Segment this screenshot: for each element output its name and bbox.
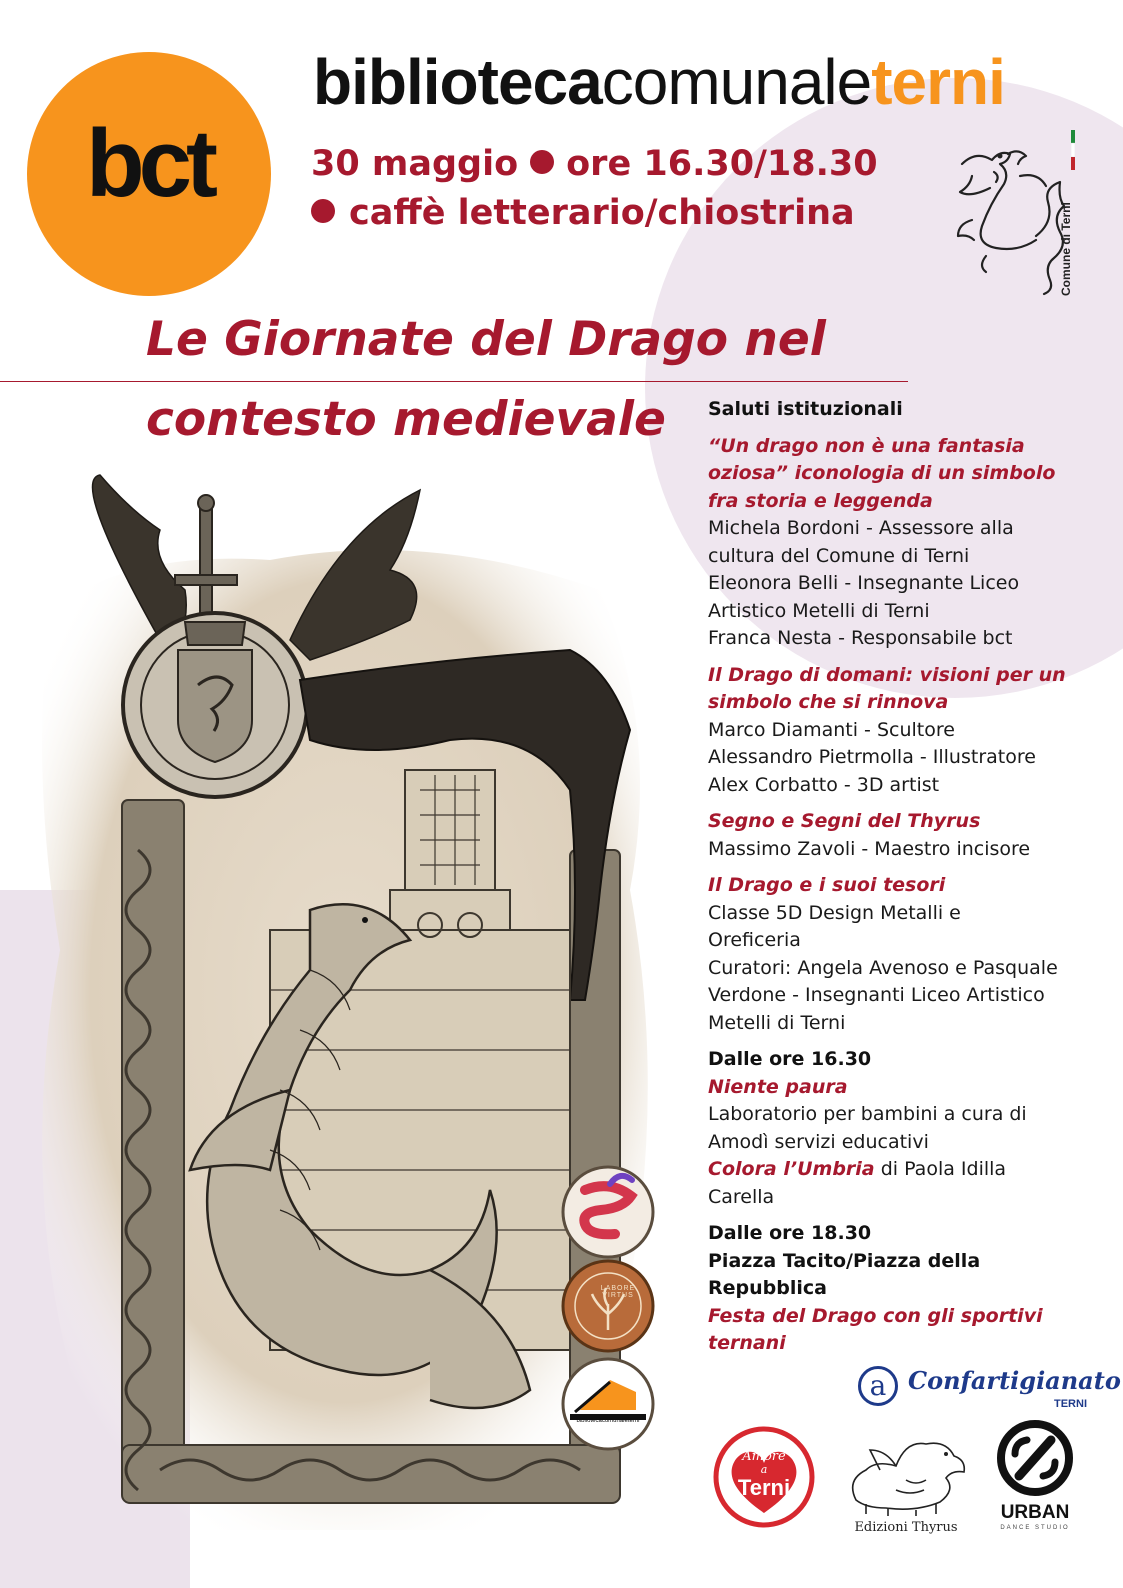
artwork-badge-2-label: LABORE VIRTUS <box>600 1285 636 1299</box>
slot1-desc-l1: Laboratorio per bambini a cura di <box>708 1103 1027 1125</box>
confartigianato-sub: TERNI <box>1054 1398 1087 1410</box>
event-title-line2: contesto medievale <box>146 392 666 447</box>
bct-logo-text: bct <box>86 110 212 217</box>
amore-text-l2: a <box>760 1463 768 1476</box>
event-title-line1: Le Giornate del Drago nel <box>146 312 826 367</box>
talk2-speaker3: Alex Corbatto - 3D artist <box>708 773 940 796</box>
title-divider <box>0 381 908 382</box>
slot1-extra-author-l2: Carella <box>708 1185 775 1208</box>
talk4-curators-l1: Curatori: Angela Avenoso e Pasquale <box>708 956 1058 979</box>
event-date-time <box>311 144 878 184</box>
talk1-speaker1-l2: cultura del Comune di Terni <box>708 544 970 567</box>
program-column <box>708 396 1103 1358</box>
artwork-badge-2 <box>563 1261 653 1351</box>
slot2-title-l2: ternani <box>708 1332 786 1354</box>
talk1-speaker3: Franca Nesta - Responsabile bct <box>708 627 1013 649</box>
slot1-desc-l2: Amodì servizi educativi <box>708 1130 929 1153</box>
talk4-curators-l3: Metelli di Terni <box>708 1011 846 1034</box>
talk4-speaker1-l2: Oreficeria <box>708 929 801 951</box>
talk1-title-l2: oziosa” iconologia di un simbolo <box>708 462 1056 484</box>
library-wordmark <box>313 44 1005 120</box>
talk3-title: Segno e Segni del Thyrus <box>708 810 981 832</box>
talk1-title-l1: “Un drago non è una fantasia <box>708 434 1025 457</box>
thyrus-name: Edizioni Thyrus <box>854 1520 958 1535</box>
event-date: 30 maggio <box>311 144 519 184</box>
confartigianato-logo <box>858 1364 1121 1414</box>
italian-flag-stripe-icon <box>1071 130 1075 170</box>
wordmark-comunale: comunale <box>601 46 872 118</box>
urban-name: URBAN <box>1000 1502 1070 1523</box>
talk1-speaker1-l1: Michela Bordoni - Assessore alla <box>708 517 1014 539</box>
edizioni-thyrus-logo <box>836 1420 976 1540</box>
wordmark-terni: terni <box>871 46 1005 118</box>
talk4-title: Il Drago e i suoi tesori <box>708 874 946 896</box>
confartigianato-a-icon: a <box>858 1366 898 1406</box>
urban-circle-icon <box>985 1414 1085 1504</box>
bullet-dot-icon <box>530 150 554 174</box>
talk2-speaker2: Alessandro Pietrmolla - Illustratore <box>708 746 1036 768</box>
thyrus-dragon-icon <box>836 1420 976 1520</box>
slot1-extra <box>708 1156 1103 1184</box>
event-venue: caffè letterario/chiostrina <box>349 193 855 233</box>
urban-dance-studio-logo <box>985 1414 1085 1536</box>
slot2-place-l1: Piazza Tacito/Piazza della <box>708 1249 981 1272</box>
talk2-title-l2: simbolo che si rinnova <box>708 691 949 713</box>
talk2-speaker1: Marco Diamanti - Scultore <box>708 718 955 741</box>
comune-label: Comune di Terni <box>1059 202 1073 296</box>
talk1-speaker2-l2: Artistico Metelli di Terni <box>708 599 930 622</box>
artwork-badge-1 <box>563 1167 653 1257</box>
talk4-curators-l2: Verdone - Insegnanti Liceo Artistico <box>708 984 1045 1006</box>
artwork-badge-3-label: bibliotecacomunaleterni <box>576 1418 640 1424</box>
event-venue-line <box>311 193 855 233</box>
talk4-speaker1-l1: Classe 5D Design Metalli e <box>708 901 961 924</box>
slot2-time: Dalle ore 18.30 <box>708 1222 872 1244</box>
talk1-speaker2-l1: Eleonora Belli - Insegnante Liceo <box>708 572 1020 594</box>
slot1-time: Dalle ore 16.30 <box>708 1048 872 1070</box>
slot1-title: Niente paura <box>708 1075 848 1098</box>
confartigianato-name: Confartigianato <box>908 1366 1121 1395</box>
slot2-place-l2: Repubblica <box>708 1277 827 1299</box>
event-time: ore 16.30/18.30 <box>566 144 878 184</box>
program-saluti: Saluti istituzionali <box>708 398 903 420</box>
slot1-extra-title: Colora l’Umbria <box>708 1158 875 1180</box>
urban-sub: DANCE STUDIO <box>1000 1525 1070 1531</box>
dragon-artwork-illustration <box>10 470 700 1570</box>
talk3-speaker1: Massimo Zavoli - Maestro incisore <box>708 837 1031 860</box>
amore-a-terni-logo <box>712 1425 816 1529</box>
slot1-extra-author: di Paola Idilla <box>880 1158 1007 1180</box>
bullet-dot-icon <box>311 199 335 223</box>
wordmark-biblioteca: biblioteca <box>313 46 602 118</box>
talk1-title-l3: fra storia e leggenda <box>708 489 933 512</box>
artwork-badge-3 <box>563 1359 653 1449</box>
amore-text-l1: Amore <box>742 1449 786 1464</box>
talk2-title-l1: Il Drago di domani: visioni per un <box>708 663 1066 686</box>
slot2-title-l1: Festa del Drago con gli sportivi <box>708 1304 1043 1327</box>
bct-logo <box>27 52 271 296</box>
amore-text-l3: Terni <box>737 1475 791 1500</box>
